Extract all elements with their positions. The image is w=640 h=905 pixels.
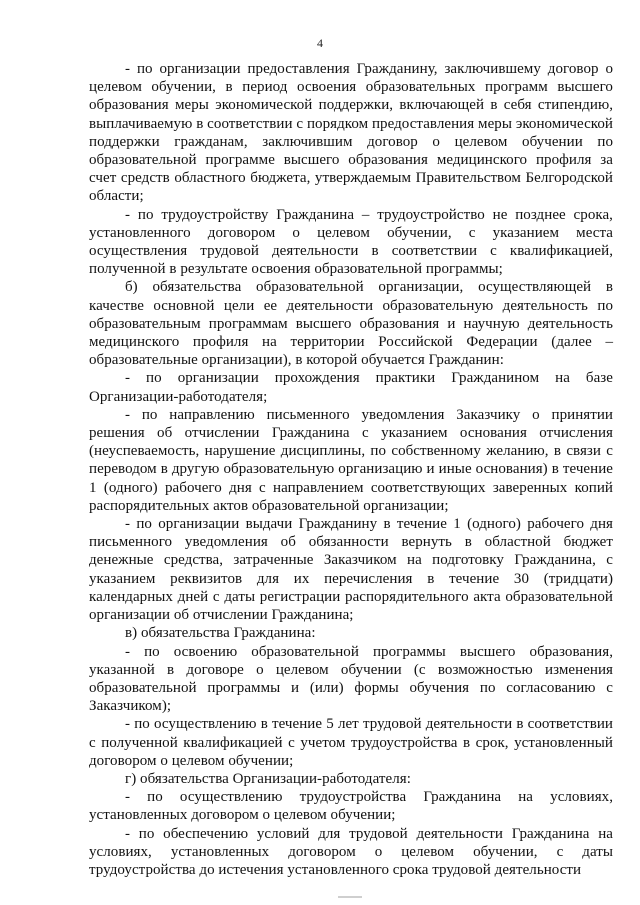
page-number: 4: [317, 36, 323, 50]
paragraph-practice: - по организации прохождения практики Гражданином на базе Организации-работодателя;: [89, 370, 613, 405]
paragraph-employer-hiring: - по осуществлению трудоустройства Гражданина на условиях, установленных договором о целевом обучении;: [89, 789, 613, 824]
paragraph-work-period: - по осуществлению в течение 5 лет трудовой деятельности в соответствии с полученной квалификацией с учетом трудоустройства в срок, установленный договором о целевом обучении;: [89, 716, 613, 769]
paragraph-educational-org-obligations: б) обязательства образовательной организации, осуществляющей в качестве основной цели ее деятельности образовательную деятельность по образовательным программам высшего образования и научную деятельность медицинского профиля на территории Российской Федерации (далее – образовательные организации), в которой обучается Гражданин:: [89, 279, 613, 369]
paragraph-economic-support: - по организации предоставления Гражданину, заключившему договор о целевом обучении, в период освоения образовательных программ высшего образования меры экономической поддержки, включающей в себя стипендию, выплачиваемую в соответствии с порядком предоставления меры экономической поддержки гражданам, заключившим договор о целевом обучении по образовательной программе высшего образования медицинского профиля за счет средств областного бюджета, утверждаемым Правительством Белгородской области;: [89, 61, 613, 205]
paragraph-expulsion-notice: - по направлению письменного уведомления Заказчику о принятии решения об отчислении Гражданина с указанием основания отчисления (неуспеваемость, нарушение дисциплины, по собственному желанию, в связи с переводом в другую образовательную организацию и иные основания) в течение 1 (одного) рабочего дня с направлением соответствующих заверенных копий распорядительных актов образовательной организации;: [89, 406, 613, 514]
paragraph-citizen-obligations: в) обязательства Гражданина:: [125, 625, 316, 642]
document-body: [89, 60, 613, 879]
paragraph-program-mastery: - по освоению образовательной программы высшего образования, указанной в договоре о целевом обучении (с возможностью изменения образовательной программы и (или) формы обучения по согласованию с Заказчиком);: [89, 643, 613, 715]
paragraph-working-conditions: - по обеспечению условий для трудовой деятельности Гражданина на условиях, установленных договором о целевом обучении, с даты трудоустройства до истечения установленного срока трудовой деятельности: [89, 825, 613, 878]
scan-artifact: [338, 896, 362, 898]
paragraph-employment: - по трудоустройству Гражданина – трудоустройство не позднее срока, установленного договором о целевом обучении, с указанием места осуществления трудовой деятельности в соответствии с квалификацией, полученной в результате освоения образовательной программы;: [89, 206, 613, 278]
paragraph-employer-obligations: г) обязательства Организации-работодателя:: [125, 770, 411, 787]
paragraph-refund-notice: - по организации выдачи Гражданину в течение 1 (одного) рабочего дня письменного уведомления об обязанности вернуть в областной бюджет денежные средства, затраченные Заказчиком на подготовку Гражданина, с указанием реквизитов для их перечисления в течение 30 (тридцати) календарных дней с даты регистрации распорядительного акта образовательной организации об отчислении Гражданина;: [89, 516, 613, 624]
